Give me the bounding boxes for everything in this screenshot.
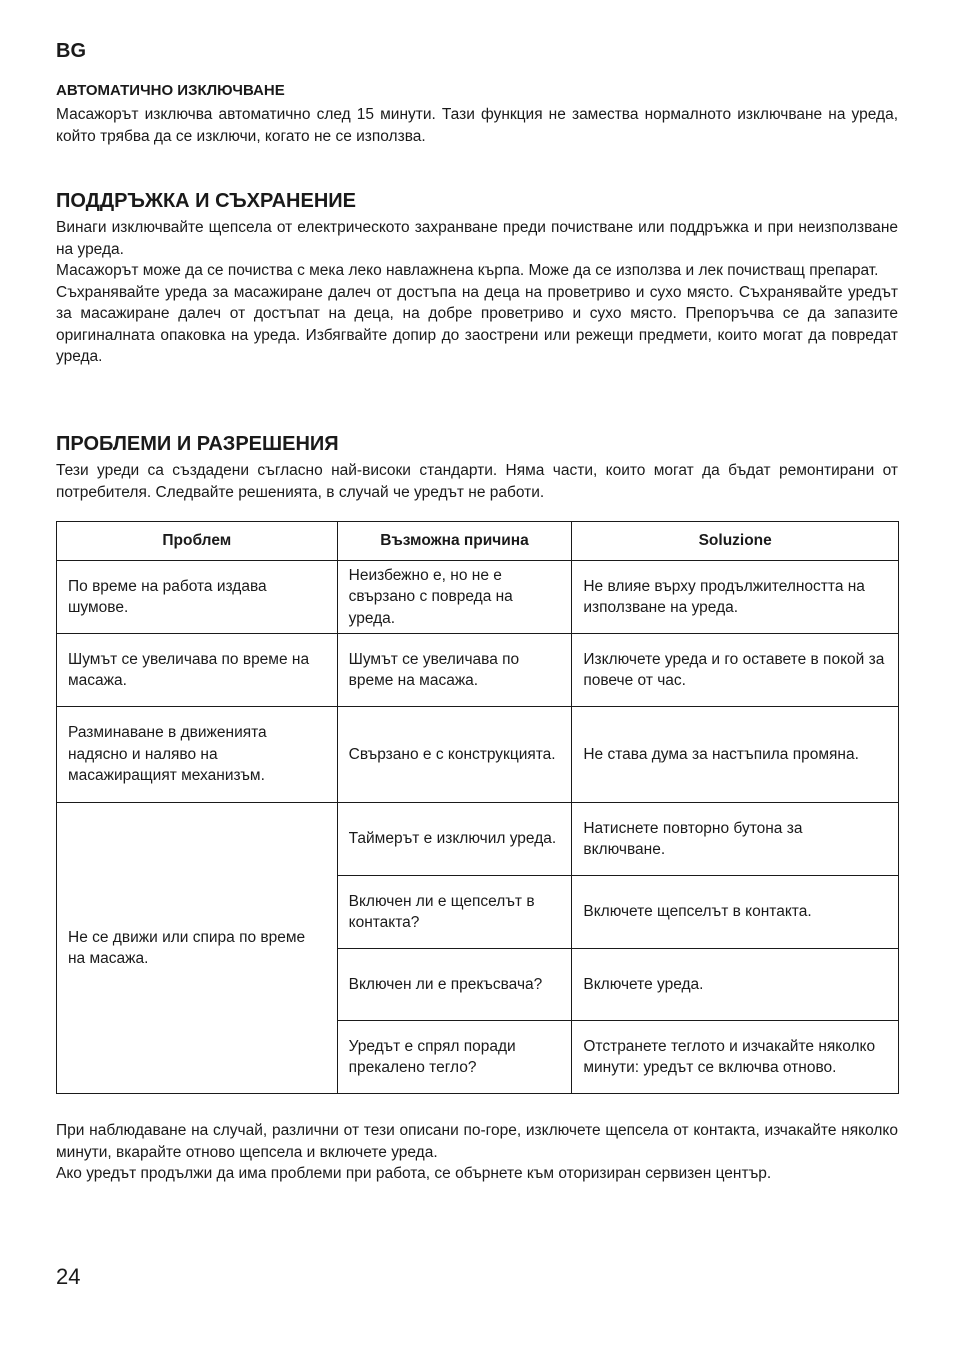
problems-title: ПРОБЛЕМИ И РАЗРЕШЕНИЯ bbox=[56, 433, 339, 455]
problem-cell: Шумът се увеличава по време на масажа. bbox=[57, 634, 338, 707]
cause-cell: Уредът е спрял поради прекалено тегло? bbox=[337, 1021, 572, 1094]
cause-cell: Таймерът е изключил уреда. bbox=[337, 803, 572, 876]
solution-cell: Включете щепселът в контакта. bbox=[572, 876, 899, 949]
problems-intro: Тези уреди са създадени съгласно най-високи стандарти. Няма части, които могат да бъдат ремонтирани от потребителя. Следвайте решенията, в случай че уредът не работи. bbox=[56, 462, 898, 501]
page-number: 24 bbox=[56, 1264, 81, 1289]
troubleshooting-table bbox=[56, 521, 899, 1094]
language-code: BG bbox=[56, 40, 86, 62]
cause-cell: Неизбежно е, но не е свързано с повреда на уреда. bbox=[337, 561, 572, 634]
table-header-row bbox=[57, 522, 899, 561]
solution-cell: Отстранете теглото и изчакайте няколко минути: уредът се включва отново. bbox=[572, 1021, 899, 1094]
solution-cell: Изключете уреда и го оставете в покой за повече от час. bbox=[572, 634, 899, 707]
cause-cell: Свързано е с конструкцията. bbox=[337, 707, 572, 803]
table-row bbox=[57, 803, 899, 876]
problem-cell: Разминаване в движенията надясно и наляво на масажиращият механизъм. bbox=[57, 707, 338, 803]
maintenance-title: ПОДДРЪЖКА И СЪХРАНЕНИЕ bbox=[56, 190, 356, 212]
problem-cell: По време на работа издава шумове. bbox=[57, 561, 338, 634]
problems-section bbox=[56, 432, 898, 503]
footer-paragraph: При наблюдаване на случай, различни от тези описани по-горе, изключете щепсела от контакта, изчакайте няколко минути, вкарайте отново щепсела и включете уреда. bbox=[56, 1122, 898, 1161]
solution-cell: Включете уреда. bbox=[572, 949, 899, 1021]
table-row bbox=[57, 707, 899, 803]
footer-paragraph: Ако уредът продължи да има проблеми при работа, се обърнете към оторизиран сервизен център. bbox=[56, 1165, 772, 1182]
problem-cell: Не се движи или спира по време на масажа. bbox=[57, 803, 338, 1094]
maintenance-paragraph: Винаги изключвайте щепсела от електрическото захранване преди почистване или поддръжка и при неизползване на уреда. bbox=[56, 219, 898, 258]
maintenance-paragraph: Съхранявайте уреда за масажиране далеч от достъпа на деца на проветриво и сухо място. Съхранявайте уредът за масажиране далеч от достъпат на деца, на добре проветриво и сухо място. Препоръчва се да запазите оригиналната опаковка на уреда. Избягвайте допир до заострени или режещи предмети, които могат да повредат уреда. bbox=[56, 283, 898, 365]
header-problem: Проблем bbox=[57, 522, 338, 561]
auto-off-title: АВТОМАТИЧНО ИЗКЛЮЧВАНЕ bbox=[56, 82, 285, 99]
table-row bbox=[57, 561, 899, 634]
footer-notes bbox=[56, 1120, 898, 1185]
cause-cell: Включен ли е прекъсвача? bbox=[337, 949, 572, 1021]
solution-cell: Натиснете повторно бутона за включване. bbox=[572, 803, 899, 876]
cause-cell: Включен ли е щепселът в контакта? bbox=[337, 876, 572, 949]
auto-off-section bbox=[56, 80, 898, 147]
table-row bbox=[57, 634, 899, 707]
auto-off-text: Масажорът изключва автоматично след 15 минути. Тази функция не замества нормалното изключване на уреда, който трябва да се изключи, когато не се използва. bbox=[56, 106, 898, 145]
header-cause: Възможна причина bbox=[337, 522, 572, 561]
solution-cell: Не става дума за настъпила промяна. bbox=[572, 707, 899, 803]
header-solution: Soluzione bbox=[572, 522, 899, 561]
cause-cell: Шумът се увеличава по време на масажа. bbox=[337, 634, 572, 707]
solution-cell: Не влияе върху продължителността на използване на уреда. bbox=[572, 561, 899, 634]
maintenance-section bbox=[56, 189, 898, 368]
maintenance-paragraph: Масажорът може да се почиства с мека леко навлажнена кърпа. Може да се използва и лек почистващ препарат. bbox=[56, 262, 879, 279]
